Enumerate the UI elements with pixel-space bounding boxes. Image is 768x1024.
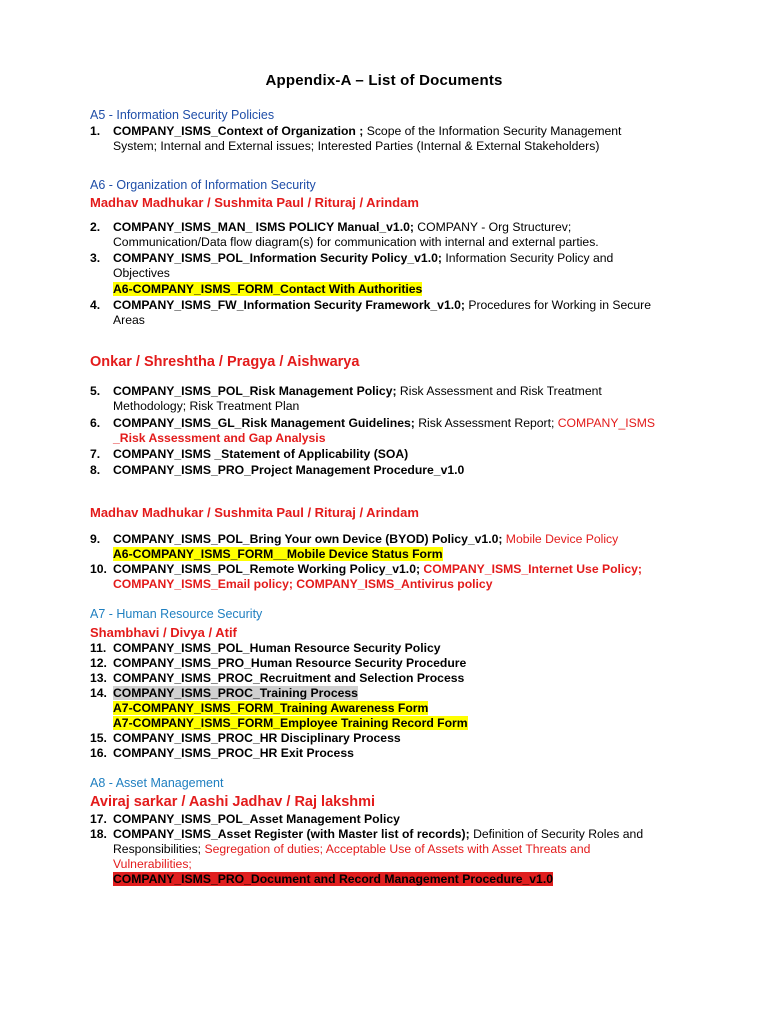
document-name: COMPANY_ISMS_MAN_ ISMS POLICY Manual_v1.0; [113,220,414,234]
item-number: 7. [90,447,101,461]
section-code: A8 [90,776,106,790]
item-number: 10. [90,562,107,576]
assignee-group: Madhav Madhukar / Sushmita Paul / Rituraj / Arindam [90,505,419,520]
assignee-group: Aviraj sarkar / Aashi Jadhav / Raj lakshmi [90,794,376,810]
document-name: COMPANY_ISMS_PROC_Recruitment and Selection Process [113,671,465,685]
item-number: 14. [90,686,107,700]
section-heading-a6 [90,178,316,192]
item-number: 18. [90,827,107,841]
document-name: COMPANY_ISMS_Asset Register (with Master list of records); [113,827,470,841]
red-description: Segregation of duties; Acceptable Use of Assets with Asset Threats and [204,842,591,856]
document-name: COMPANY_ISMS_POL_Remote Working Policy_v1.0; [113,562,421,576]
section-label: - Asset Management [105,776,224,790]
section-heading-a7 [90,607,262,621]
document-name: COMPANY_ISMS_GL_Risk Management Guidelines; [113,416,415,430]
item-number: 13. [90,671,107,685]
red-document-name: COMPANY_ISMS [557,416,656,430]
section-label: - Human Resource Security [105,607,263,621]
section-code: A7 [90,607,106,621]
item-number: 6. [90,416,101,430]
document-description: Definition of Security Roles and [469,827,644,841]
item-number: 9. [90,532,101,546]
document-description: Risk Assessment Report; [414,416,558,430]
section-code: A6 [90,178,106,192]
assignee-group: Onkar / Shreshtha / Pragya / Aishwarya [90,354,360,370]
document-name: COMPANY_ISMS_POL_Asset Management Policy [113,812,400,826]
item-number: 2. [90,220,101,234]
document-description: Scope of the Information Security Management [363,124,622,138]
document-description: System; Internal and External issues; Interested Parties (Internal & External Stakeholders) [113,139,600,153]
red-document-name: _Risk Assessment and Gap Analysis [113,431,326,445]
document-description: Procedures for Working in Secure [464,298,652,312]
item-number: 12. [90,656,107,670]
highlighted-form: A6-COMPANY_ISMS_FORM__Mobile Device Status Form [113,547,443,561]
document-description: Responsibilities; [113,842,205,856]
document-name: COMPANY_ISMS_PRO_Project Management Procedure_v1.0 [113,463,465,477]
document-description: Information Security Policy and [441,251,614,265]
document-name: COMPANY_ISMS_PRO_Human Resource Security Procedure [113,656,467,670]
red-document-name: COMPANY_ISMS_Internet Use Policy; [420,562,642,576]
document-name: COMPANY_ISMS_PROC_HR Disciplinary Process [113,731,401,745]
red-document-name: COMPANY_ISMS_Email policy; COMPANY_ISMS_Antivirus policy [113,577,493,591]
section-heading-a5 [90,108,274,122]
highlighted-form: A7-COMPANY_ISMS_FORM_Training Awareness Form [113,701,429,715]
document-name: COMPANY_ISMS_POL_Risk Management Policy; [113,384,397,398]
highlighted-form: A6-COMPANY_ISMS_FORM_Contact With Authorities [113,282,423,296]
highlighted-form: A7-COMPANY_ISMS_FORM_Employee Training Record Form [113,716,468,730]
red-description: Vulnerabilities; [113,857,192,871]
document-description: Communication/Data flow diagram(s) for communication with internal and external parties. [113,235,599,249]
item-number: 8. [90,463,101,477]
item-number: 4. [90,298,101,312]
item-number: 5. [90,384,101,398]
document-name: COMPANY_ISMS_PROC_HR Exit Process [113,746,354,760]
document-name: COMPANY_ISMS_FW_Information Security Framework_v1.0; [113,298,465,312]
page-title: Appendix-A – List of Documents [265,72,503,89]
item-number: 11. [90,641,107,655]
document-name-highlighted: COMPANY_ISMS_PROC_Training Process [113,686,358,700]
document-description: Objectives [113,266,170,280]
item-number: 16. [90,746,107,760]
assignee-group: Shambhavi / Divya / Atif [90,625,237,640]
document-name: COMPANY_ISMS_POL_Information Security Policy_v1.0; [113,251,442,265]
document-description: Areas [113,313,145,327]
document-description: Risk Assessment and Risk Treatment [396,384,602,398]
document-name: COMPANY_ISMS_POL_Human Resource Security Policy [113,641,441,655]
item-number: 1. [90,124,101,138]
highlighted-procedure: COMPANY_ISMS_PRO_Document and Record Management Procedure_v1.0 [113,872,553,886]
item-number: 17. [90,812,107,826]
item-number: 3. [90,251,101,265]
section-code: A5 [90,108,106,122]
section-heading-a8 [90,776,223,790]
section-label: - Organization of Information Security [105,178,316,192]
item-number: 15. [90,731,107,745]
red-document-name: Mobile Device Policy [502,532,619,546]
document-name-struck: COMPANY_ISMS _Statement of Applicability (SOA) [113,447,409,461]
document-name: COMPANY_ISMS_POL_Bring Your own Device (BYOD) Policy_v1.0; [113,532,503,546]
section-label: - Information Security Policies [105,108,275,122]
document-description: Methodology; Risk Treatment Plan [113,399,300,413]
document-description: COMPANY - Org Structurev; [413,220,572,234]
document-name: COMPANY_ISMS_Context of Organization ; [113,124,364,138]
assignee-group: Madhav Madhukar / Sushmita Paul / Rituraj / Arindam [90,195,419,210]
